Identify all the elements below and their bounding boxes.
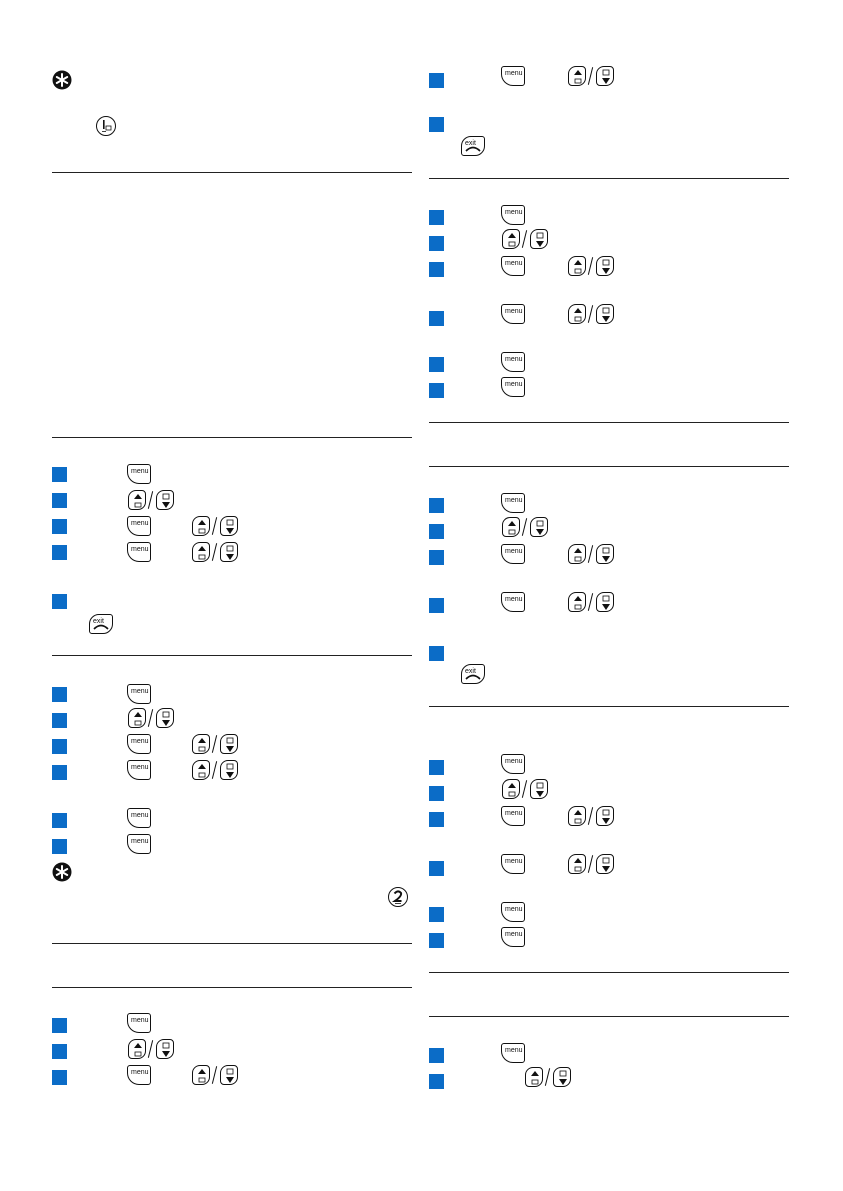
step-marker	[429, 1048, 444, 1063]
menu-key-icon: menu	[501, 377, 525, 397]
nav-up-key-icon	[502, 229, 520, 249]
nav-down-key-icon	[530, 517, 548, 537]
separator	[520, 229, 528, 249]
nav-up-key-icon	[128, 708, 146, 728]
menu-key-icon: menu	[501, 806, 525, 826]
asterisk-note-icon	[52, 862, 72, 882]
nav-down-key-icon	[156, 490, 174, 510]
separator	[586, 256, 594, 276]
nav-up-key-icon	[502, 779, 520, 799]
step-marker	[429, 357, 444, 372]
nav-up-key-icon	[568, 304, 586, 324]
menu-key-icon: menu	[501, 854, 525, 874]
menu-key-icon: menu	[501, 927, 525, 947]
step-marker	[429, 1074, 444, 1089]
nav-up-key-icon	[568, 544, 586, 564]
nav-down-key-icon	[220, 1065, 238, 1085]
nav-down-key-icon	[596, 592, 614, 612]
step-marker	[429, 646, 444, 661]
section-divider	[429, 178, 789, 179]
intercom-key-icon	[96, 116, 116, 136]
step-marker	[52, 594, 67, 609]
nav-down-key-icon	[220, 734, 238, 754]
separator	[210, 542, 218, 562]
separator	[520, 517, 528, 537]
menu-key-icon: menu	[501, 304, 525, 324]
separator	[586, 304, 594, 324]
nav-down-key-icon	[596, 544, 614, 564]
step-marker	[429, 861, 444, 876]
menu-key-icon: menu	[127, 542, 151, 562]
step-marker	[429, 498, 444, 513]
step-marker	[52, 713, 67, 728]
nav-down-key-icon	[220, 542, 238, 562]
section-divider	[429, 706, 789, 707]
step-marker	[52, 765, 67, 780]
nav-down-key-icon	[553, 1067, 571, 1087]
separator	[586, 854, 594, 874]
menu-key-icon: menu	[501, 493, 525, 513]
separator	[210, 1065, 218, 1085]
section-divider	[52, 437, 412, 438]
nav-up-key-icon	[128, 1039, 146, 1059]
nav-down-key-icon	[220, 516, 238, 536]
menu-key-icon: menu	[127, 1065, 151, 1085]
menu-key-icon: menu	[127, 808, 151, 828]
menu-key-icon: menu	[127, 684, 151, 704]
step-marker	[429, 598, 444, 613]
nav-up-key-icon	[568, 854, 586, 874]
step-marker	[52, 1044, 67, 1059]
nav-up-key-icon	[128, 490, 146, 510]
section-divider	[429, 422, 789, 423]
menu-key-icon: menu	[127, 516, 151, 536]
section-divider	[429, 466, 789, 467]
menu-key-icon: menu	[501, 1043, 525, 1063]
step-marker	[429, 524, 444, 539]
separator	[586, 592, 594, 612]
nav-down-key-icon	[530, 779, 548, 799]
step-marker	[429, 933, 444, 948]
menu-key-icon: menu	[127, 1013, 151, 1033]
step-marker	[52, 687, 67, 702]
step-marker	[52, 545, 67, 560]
menu-key-icon: menu	[127, 834, 151, 854]
nav-down-key-icon	[156, 708, 174, 728]
nav-down-key-icon	[156, 1039, 174, 1059]
nav-up-key-icon	[525, 1067, 543, 1087]
exit-key-icon: exit	[89, 614, 113, 634]
menu-key-icon: menu	[501, 205, 525, 225]
separator	[146, 1039, 154, 1059]
nav-up-key-icon	[192, 516, 210, 536]
nav-down-key-icon	[530, 229, 548, 249]
exit-key-icon: exit	[461, 136, 485, 156]
step-marker	[429, 760, 444, 775]
nav-down-key-icon	[596, 304, 614, 324]
separator	[210, 516, 218, 536]
step-marker	[429, 311, 444, 326]
step-marker	[429, 236, 444, 251]
nav-down-key-icon	[596, 256, 614, 276]
menu-key-icon: menu	[127, 760, 151, 780]
nav-up-key-icon	[192, 1065, 210, 1085]
section-divider	[52, 655, 412, 656]
menu-key-icon: menu	[501, 902, 525, 922]
step-marker	[429, 210, 444, 225]
step-marker	[52, 1018, 67, 1033]
digit-2-key-icon	[388, 887, 408, 907]
separator	[210, 734, 218, 754]
step-marker	[429, 907, 444, 922]
nav-up-key-icon	[192, 760, 210, 780]
exit-key-icon: exit	[461, 664, 485, 684]
nav-up-key-icon	[192, 542, 210, 562]
nav-down-key-icon	[596, 806, 614, 826]
separator	[520, 779, 528, 799]
nav-up-key-icon	[568, 66, 586, 86]
separator	[210, 760, 218, 780]
step-marker	[52, 519, 67, 534]
nav-down-key-icon	[596, 854, 614, 874]
separator	[146, 708, 154, 728]
step-marker	[429, 383, 444, 398]
separator	[586, 66, 594, 86]
nav-down-key-icon	[596, 66, 614, 86]
step-marker	[52, 1070, 67, 1085]
nav-up-key-icon	[568, 592, 586, 612]
nav-up-key-icon	[502, 517, 520, 537]
step-marker	[52, 467, 67, 482]
step-marker	[429, 262, 444, 277]
step-marker	[52, 739, 67, 754]
nav-down-key-icon	[220, 760, 238, 780]
asterisk-note-icon	[52, 70, 72, 90]
menu-key-icon: menu	[501, 592, 525, 612]
nav-up-key-icon	[192, 734, 210, 754]
step-marker	[52, 493, 67, 508]
left-column	[52, 0, 412, 1191]
step-marker	[429, 786, 444, 801]
right-column	[429, 0, 789, 1191]
menu-key-icon: menu	[501, 352, 525, 372]
menu-key-icon: menu	[127, 464, 151, 484]
step-marker	[429, 812, 444, 827]
section-divider	[429, 1016, 789, 1017]
nav-up-key-icon	[568, 256, 586, 276]
nav-up-key-icon	[568, 806, 586, 826]
section-divider	[52, 943, 412, 944]
separator	[586, 544, 594, 564]
separator	[543, 1067, 551, 1087]
step-marker	[429, 117, 444, 132]
section-divider	[52, 172, 412, 173]
section-divider	[429, 972, 789, 973]
step-marker	[429, 550, 444, 565]
step-marker	[429, 73, 444, 88]
section-divider	[52, 987, 412, 988]
separator	[146, 490, 154, 510]
menu-key-icon: menu	[127, 734, 151, 754]
menu-key-icon: menu	[501, 66, 525, 86]
menu-key-icon: menu	[501, 754, 525, 774]
step-marker	[52, 813, 67, 828]
menu-key-icon: menu	[501, 544, 525, 564]
step-marker	[52, 839, 67, 854]
separator	[586, 806, 594, 826]
menu-key-icon: menu	[501, 256, 525, 276]
